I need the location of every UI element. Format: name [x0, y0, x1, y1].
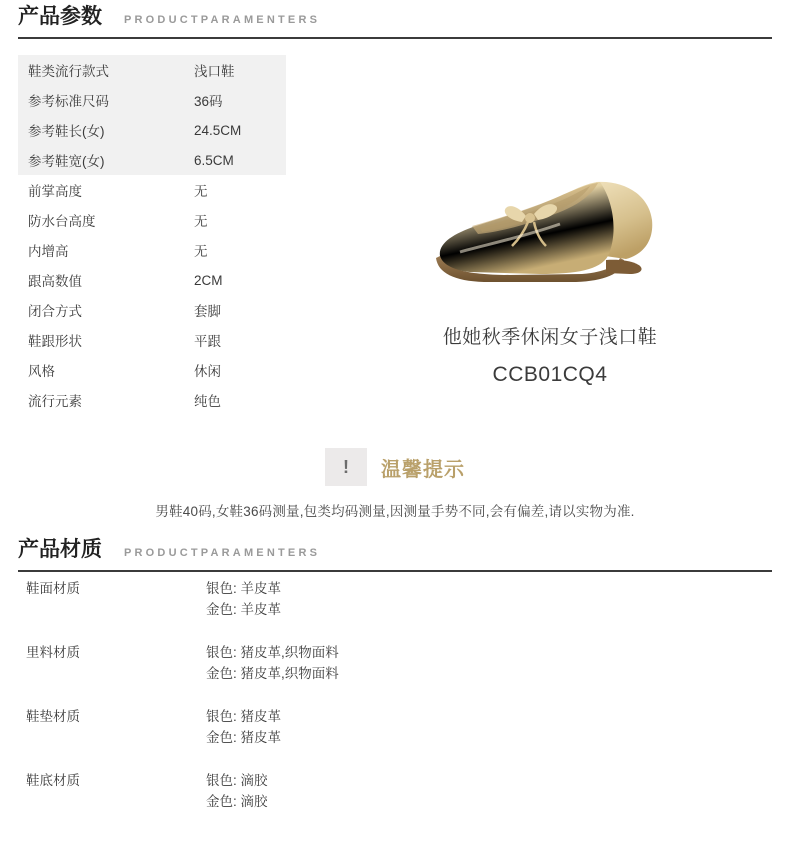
param-value: 平跟 [194, 334, 221, 349]
product-image [400, 160, 700, 300]
list-item [18, 770, 772, 812]
material-value: 金色: 猪皮革 [206, 730, 282, 745]
material-value: 金色: 滴胶 [206, 794, 268, 809]
param-key: 鞋跟形状 [28, 334, 82, 349]
material-key: 鞋底材质 [26, 773, 80, 788]
tips-title: 温馨提示 [381, 458, 465, 481]
table-row [18, 55, 286, 85]
material-values [206, 642, 339, 684]
params-title-cn: 产品参数 [18, 5, 102, 28]
material-values [206, 578, 281, 620]
param-value: 浅口鞋 [180, 55, 286, 85]
table-row [18, 235, 286, 265]
param-value: 36码 [180, 85, 286, 115]
material-value: 银色: 猪皮革 [206, 709, 282, 724]
param-key: 前掌高度 [28, 184, 82, 199]
table-row [18, 265, 286, 295]
params-table [18, 55, 286, 415]
param-value: 无 [194, 184, 208, 199]
list-item [18, 706, 772, 748]
param-key: 跟高数值 [28, 274, 82, 289]
tips-text: 男鞋40码,女鞋36码测量,包类均码测量,因测量手势不同,会有偏差,请以实物为准. [155, 504, 635, 519]
tips-section [0, 448, 790, 520]
table-row [18, 205, 286, 235]
table-row [18, 355, 286, 385]
material-key: 里料材质 [26, 645, 80, 660]
param-key: 内增高 [28, 244, 69, 259]
param-value: 24.5CM [180, 115, 286, 145]
table-row [18, 175, 286, 205]
material-title-en: PRODUCTPARAMENTERS [124, 547, 321, 559]
material-value: 银色: 羊皮革 [206, 581, 282, 596]
material-key: 鞋面材质 [26, 581, 80, 596]
material-value: 金色: 羊皮革 [206, 602, 282, 617]
param-value: 无 [194, 244, 208, 259]
table-row [18, 85, 286, 115]
list-item [18, 578, 772, 620]
param-key: 防水台高度 [28, 214, 96, 229]
material-key: 鞋垫材质 [26, 709, 80, 724]
params-table-wrap [18, 55, 286, 415]
table-row [18, 295, 286, 325]
tips-header [325, 448, 465, 486]
table-row [18, 145, 286, 175]
table-row [18, 115, 286, 145]
param-key: 参考标准尺码 [18, 85, 180, 115]
params-heading-row [0, 0, 790, 30]
param-key: 流行元素 [28, 394, 82, 409]
param-value: 2CM [194, 272, 223, 288]
param-value: 6.5CM [180, 145, 286, 175]
params-title-en: PRODUCTPARAMENTERS [124, 14, 321, 26]
params-section-header [0, 0, 790, 39]
param-key: 参考鞋宽(女) [18, 145, 180, 175]
table-row [18, 325, 286, 355]
material-value: 银色: 猪皮革,织物面料 [206, 645, 339, 660]
product-showcase [330, 160, 770, 387]
param-key: 闭合方式 [28, 304, 82, 319]
material-section-header [0, 533, 790, 572]
param-value: 纯色 [194, 394, 221, 409]
material-title-cn: 产品材质 [18, 538, 102, 561]
material-values [206, 770, 268, 812]
params-divider [18, 37, 772, 39]
material-value: 金色: 猪皮革,织物面料 [206, 666, 339, 681]
list-item [18, 642, 772, 684]
material-divider [18, 570, 772, 572]
material-value: 银色: 滴胶 [206, 773, 268, 788]
param-value: 无 [194, 214, 208, 229]
material-values [206, 706, 281, 748]
param-value: 套脚 [194, 304, 221, 319]
param-key: 风格 [28, 364, 55, 379]
table-row [18, 385, 286, 415]
exclamation-icon: ! [325, 448, 367, 486]
param-key: 参考鞋长(女) [18, 115, 180, 145]
material-list [18, 578, 772, 834]
material-heading-row [0, 533, 790, 563]
product-code: CCB01CQ4 [492, 363, 608, 386]
param-value: 休闲 [194, 364, 221, 379]
param-key: 鞋类流行款式 [18, 55, 180, 85]
product-title: 他她秋季休闲女子浅口鞋 [442, 327, 658, 348]
